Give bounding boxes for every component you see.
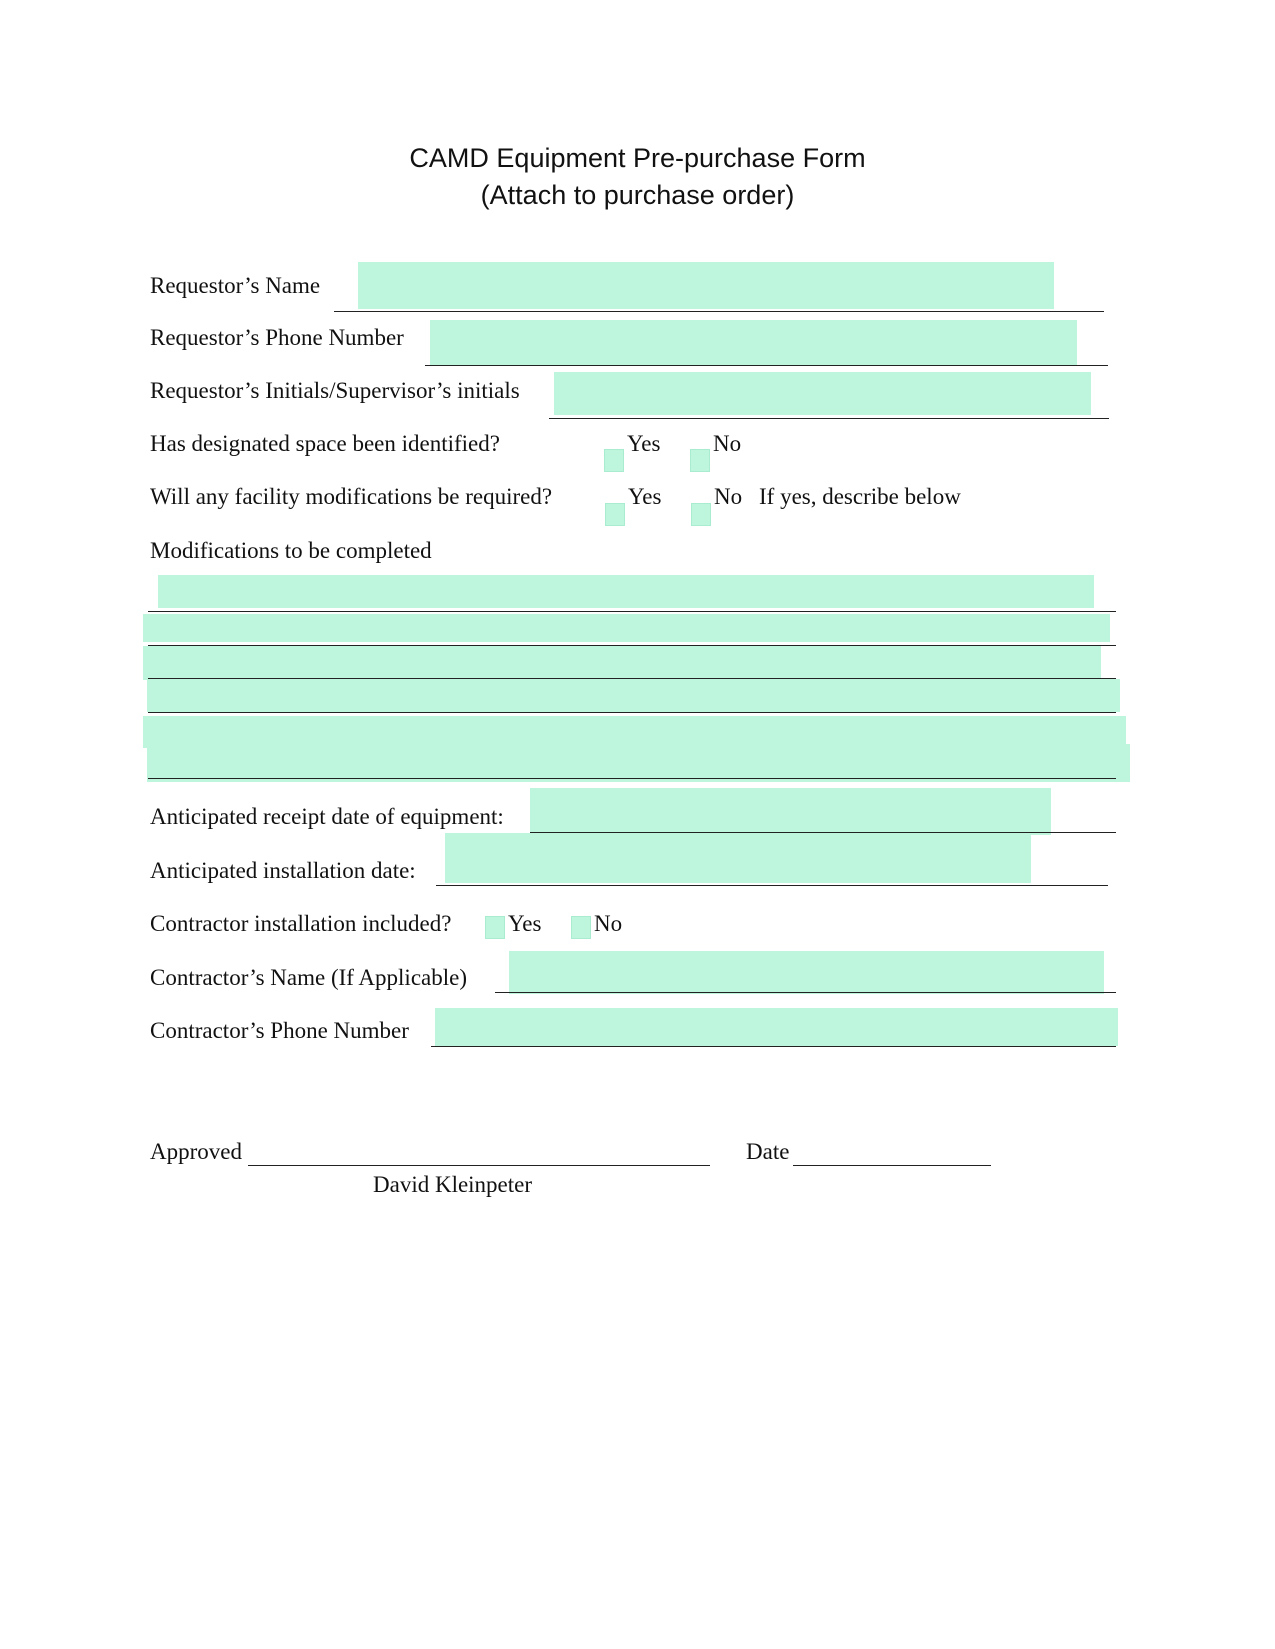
contractor-phone-underline [431, 1046, 1116, 1047]
contractor-phone-label: Contractor’s Phone Number [150, 1018, 409, 1043]
requestor-initials-label: Requestor’s Initials/Supervisor’s initials [150, 378, 520, 403]
approved-signature-line [248, 1165, 710, 1166]
approver-name: David Kleinpeter [373, 1172, 533, 1197]
requestor-name-underline [334, 311, 1104, 312]
modifications-field-3[interactable] [143, 646, 1101, 680]
contractor-included-yes-checkbox[interactable] [485, 916, 505, 939]
designated-space-label: Has designated space been identified? [150, 431, 500, 456]
requestor-initials-field[interactable] [554, 372, 1091, 415]
modifications-underline-6 [148, 778, 1116, 779]
facility-mods-no-checkbox[interactable] [691, 503, 711, 526]
requestor-name-label: Requestor’s Name [150, 273, 321, 298]
contractor-included-yes-label: Yes [508, 911, 542, 936]
requestor-phone-label: Requestor’s Phone Number [150, 325, 404, 350]
facility-mods-yes-label: Yes [628, 484, 662, 509]
form-title: CAMD Equipment Pre-purchase Form [409, 143, 866, 173]
facility-mods-label: Will any facility modifications be required? [150, 484, 553, 509]
contractor-included-label: Contractor installation included? [150, 911, 452, 936]
contractor-included-no-checkbox[interactable] [571, 916, 591, 939]
modifications-label: Modifications to be completed [150, 538, 432, 563]
form-subtitle: (Attach to purchase order) [480, 180, 795, 210]
if-yes-note: If yes, describe below [759, 484, 961, 509]
approved-label: Approved [150, 1139, 242, 1164]
designated-space-no-label: No [713, 431, 742, 456]
contractor-phone-field[interactable] [435, 1008, 1118, 1046]
contractor-name-field[interactable] [509, 951, 1104, 994]
contractor-name-label: Contractor’s Name (If Applicable) [150, 965, 467, 990]
requestor-initials-underline [549, 418, 1109, 419]
installation-date-label: Anticipated installation date: [150, 858, 416, 883]
requestor-phone-field[interactable] [430, 320, 1077, 365]
facility-mods-yes-checkbox[interactable] [605, 503, 625, 526]
modifications-field-1[interactable] [158, 575, 1094, 608]
modifications-field-6[interactable] [147, 744, 1130, 782]
modifications-underline-1 [148, 611, 1116, 612]
receipt-date-field[interactable] [530, 788, 1051, 835]
designated-space-yes-checkbox[interactable] [604, 449, 624, 472]
designated-space-no-checkbox[interactable] [690, 449, 710, 472]
requestor-name-field[interactable] [358, 262, 1054, 309]
receipt-date-label: Anticipated receipt date of equipment: [150, 804, 504, 829]
installation-date-field[interactable] [445, 833, 1031, 883]
designated-space-yes-label: Yes [627, 431, 661, 456]
date-label: Date [746, 1139, 790, 1164]
facility-mods-no-label: No [714, 484, 743, 509]
installation-date-underline [436, 885, 1108, 886]
modifications-field-2[interactable] [143, 614, 1110, 642]
modifications-field-4[interactable] [147, 679, 1120, 712]
modifications-underline-4 [148, 712, 1116, 713]
contractor-name-underline [495, 992, 1116, 993]
contractor-included-no-label: No [594, 911, 623, 936]
approval-date-line [793, 1165, 991, 1166]
requestor-phone-underline [425, 365, 1108, 366]
